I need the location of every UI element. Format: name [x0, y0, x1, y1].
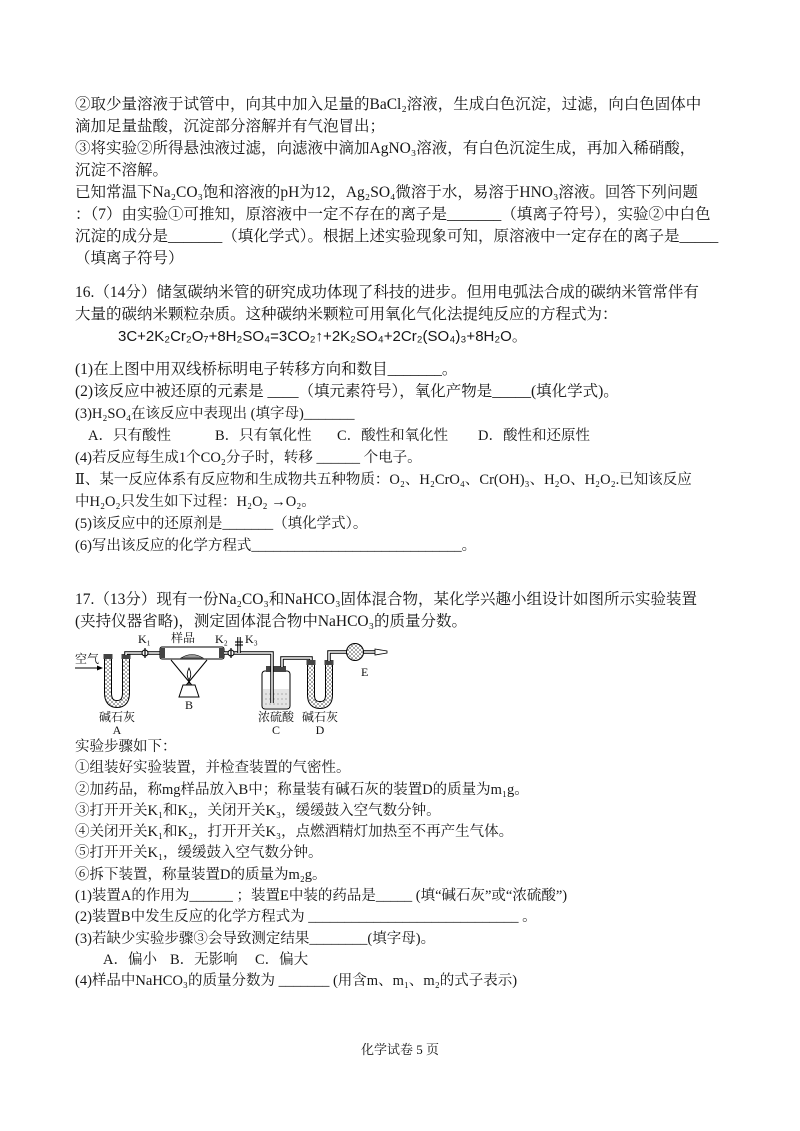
q16-subquestion-1: (1)在上图中用双线桥标明电子转移方向和数目_______。: [75, 361, 458, 378]
q16-subquestion-5: (5)该反应中的还原剂是_______（填化学式）。: [75, 516, 368, 532]
apparatus-c-letter: C: [271, 723, 281, 737]
q17-steps: [75, 737, 745, 993]
q17-stem-line: 17.（13分）现有一份Na₂CO₃和NaHCO₃固体混合物，某化学兴趣小组设计如图所示实验装置: [75, 591, 697, 608]
q17-step: ⑤打开开关K₁，缓缓鼓入空气数分钟。: [75, 845, 323, 862]
valve-k3: [235, 637, 243, 653]
q17-stem-line: (夹持仪器省略)，测定固体混合物中NaHCO₃的质量分数。: [75, 613, 468, 630]
q17-step: ①组装好实验装置，并检查装置的气密性。: [75, 760, 351, 777]
q17-subquestion-1: (1)装置A的作用为______ ；装置E中装的药品是_____ (填“碱石灰”或“浓硫酸”): [75, 888, 568, 905]
apparatus-d-letter: D: [315, 723, 325, 737]
q17-option-c: C．偏大: [255, 951, 309, 968]
exam-page-body: [75, 94, 745, 993]
page-footer: 化学试卷 5 页: [360, 1042, 439, 1057]
valve-k3-label: K₃: [245, 632, 258, 646]
q17-step: ④关闭开关K₁和K₂，打开开关K₃，点燃酒精灯加热至不再产生气体。: [75, 824, 514, 841]
valve-k2: [228, 648, 234, 658]
q15-line: ②取少量溶液于试管中，向其中加入足量的BaCl₂溶液，生成白色沉淀，过滤，向白色固体中: [75, 96, 702, 113]
q17-options: [75, 950, 745, 971]
air-arrow-icon: [75, 666, 103, 671]
q17-step: ⑥拆下装置，称量装置D的质量为m₂g。: [75, 866, 327, 883]
q15-line: ：（7）由实验①可推知，原溶液中一定不存在的离子是_______（填离子符号），实验②中白色: [75, 206, 711, 223]
q17-option-a: A．偏小: [103, 951, 157, 968]
q15-line: （填离子符号）: [75, 250, 184, 267]
reaction-tube-b: [160, 647, 224, 659]
valve-k1: [142, 648, 148, 658]
q16-subquestion-2: (2)该反应中被还原的元素是 ____（填元素符号），氧化产物是_____(填化学式)。: [75, 383, 619, 400]
apparatus-a-letter: A: [112, 723, 122, 737]
q16-subquestion-3: (3)H₂SO₄在该反应中表现出 (填字母)_______: [75, 406, 355, 422]
q15-line: 已知常温下Na₂CO₃饱和溶液的pH为12，Ag₂SO₄微溶于水，易溶于HNO₃溶液。回答下列问题: [75, 184, 698, 201]
q15-continued: [75, 94, 745, 270]
q16-stem-line: 16.（14分）储氢碳纳米管的研究成功体现了科技的进步。但用电弧法合成的碳纳米管常伴有: [75, 284, 699, 301]
q16-options: [75, 425, 745, 447]
q15-line: 沉淀的成分是_______（填化学式）。根据上述实验现象可知，原溶液中一定存在的离子是_____: [75, 228, 719, 245]
apparatus-c-reagent: 浓硫酸: [257, 710, 295, 724]
valve-k2-label: K₂: [215, 632, 228, 646]
q16-option-c: C．酸性和氧化性: [337, 428, 449, 444]
q16-subquestion-6: (6)写出该反应的化学方程式_____________________________。: [75, 538, 477, 554]
valve-k1-label: K₁: [138, 632, 151, 646]
q16-stem-line: 大量的碳纳米颗粒杂质。这种碳纳米颗粒可用氧化气化法提纯反应的方程式为：: [75, 306, 618, 323]
q15-line: 沉淀不溶解。: [75, 162, 169, 179]
apparatus-b-letter: B: [184, 698, 194, 712]
q17-subquestion-4: (4)样品中NaHCO₃的质量分数为 _______ (用含m、m₁、m₂的式子表示): [75, 973, 518, 990]
q16-option-b: B．只有氧化性: [215, 428, 312, 444]
q17-subquestion-3: (3)若缺少实验步骤③会导致测定结果________(填字母)。: [75, 930, 436, 947]
q15-line: ③将实验②所得悬浊液过滤，向滤液中滴加AgNO₃溶液，有白色沉淀生成，再加入稀硝酸，: [75, 140, 696, 157]
q16-part2-line: Ⅱ、某一反应体系有反应物和生成物共五种物质：O₂、H₂CrO₄、Cr(OH)₃、H₂O、H₂O₂.已知该反应: [75, 472, 692, 488]
drying-tube-e: [329, 644, 387, 662]
air-label: 空气: [75, 652, 100, 666]
u-tube-d: [307, 660, 334, 705]
alcohol-lamp-and-stand: [171, 660, 207, 697]
apparatus-e-letter: E: [361, 665, 369, 679]
q17-steps-heading: 实验步骤如下：: [75, 739, 177, 755]
question-16: [75, 282, 745, 557]
q17-step: ②加药品，称mg样品放入B中；称量装有碱石灰的装置D的质量为m₁g。: [75, 781, 529, 798]
q16-equation: 3C+2K₂Cr₂O₇+8H₂SO₄=3CO₂↑+2K₂SO₄+2Cr₂(SO₄)₃+8H₂O。: [118, 328, 527, 345]
wash-bottle-c: [262, 666, 290, 709]
q16-part2-line: 中H₂O₂只发生如下过程：H₂O₂ →O₂。: [75, 494, 316, 510]
apparatus-d-reagent: 碱石灰: [301, 710, 339, 724]
q17-step: ③打开开关K₁和K₂，关闭开关K₃，缓缓鼓入空气数分钟。: [75, 802, 441, 819]
apparatus-a-reagent: 碱石灰: [98, 710, 136, 724]
q16-option-d: D．酸性和还原性: [478, 428, 590, 444]
q17-option-b: B．无影响: [170, 951, 238, 968]
q16-option-a: A．只有酸性: [88, 428, 171, 444]
experiment-apparatus-diagram: [75, 633, 395, 737]
q16-subquestion-4: (4)若反应每生成1个CO₂分子时，转移 ______ 个电子。: [75, 450, 422, 466]
q17-subquestion-2: (2)装置B中发生反应的化学方程式为 _____________________________ 。: [75, 909, 537, 926]
q15-line: 滴加足量盐酸，沉淀部分溶解并有气泡冒出；: [75, 118, 386, 135]
u-tube-a: [104, 654, 131, 704]
sample-label: 样品: [171, 631, 196, 645]
question-17: [75, 589, 745, 993]
